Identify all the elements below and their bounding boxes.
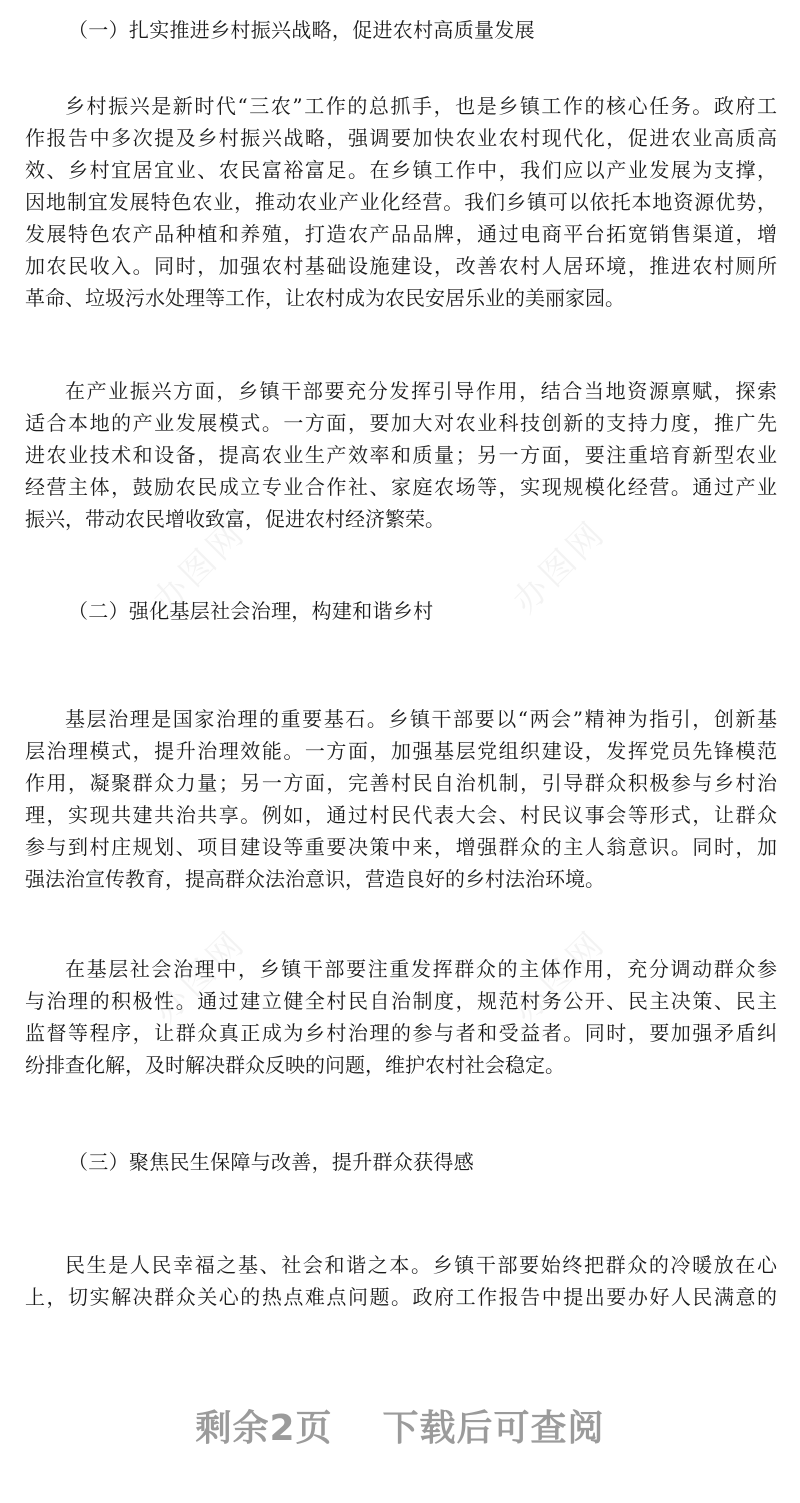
paragraph-line: 适合本地的产业发展模式。一方面，要加大对农业科技创新的支持力度，推广先 (25, 411, 777, 435)
paragraph-line: 因地制宜发展特色农业，推动农业产业化经营。我们乡镇可以依托本地资源优势， (25, 190, 777, 214)
download-prompt[interactable] (0, 1400, 800, 1451)
watermark: 办图网 (145, 922, 254, 1032)
paragraph-line: 基层治理是国家治理的重要基石。乡镇干部要以“两会”精神为指引，创新基 (65, 707, 777, 731)
paragraph-line: 效、乡村宜居宜业、农民富裕富足。在乡镇工作中，我们应以产业发展为支撑， (25, 158, 777, 182)
paragraph-line: 参与到村庄规划、项目建设等重要决策中来，增强群众的主人翁意识。同时，加 (25, 835, 777, 859)
remaining-pages-text: 剩余2页 (195, 1408, 333, 1449)
paragraph-line: 层治理模式，提升治理效能。一方面，加强基层党组织建设，发挥党员先锋模范 (25, 739, 777, 763)
paragraph-line: 经营主体，鼓励农民成立专业合作社、家庭农场等，实现规模化经营。通过产业 (25, 475, 777, 499)
watermark: 办图网 (505, 512, 614, 622)
paragraph-line: 加农民收入。同时，加强农村基础设施建设，改善农村人居环境，推进农村厕所 (25, 254, 777, 278)
paragraph-line: 监督等程序，让群众真正成为乡村治理的参与者和受益者。同时，要加强矛盾纠 (25, 1021, 777, 1045)
paragraph-line: 理，实现共建共治共享。例如，通过村民代表大会、村民议事会等形式，让群众 (25, 803, 777, 827)
paragraph-2 (25, 375, 777, 535)
download-to-view-text: 下载后可查阅 (382, 1408, 605, 1449)
paragraph-line: 振兴，带动农民增收致富，促进农村经济繁荣。 (25, 507, 445, 531)
paragraph-1 (25, 90, 777, 314)
paragraph-line: 乡村振兴是新时代“三农”工作的总抓手，也是乡镇工作的核心任务。政府工 (65, 94, 777, 118)
section-heading-2: （二）强化基层社会治理，构建和谐乡村 (68, 599, 434, 623)
paragraph-line: 作报告中多次提及乡村振兴战略，强调要加快农业农村现代化，促进农业高质高 (25, 126, 777, 150)
watermark: 办图网 (145, 512, 254, 622)
paragraph-line: 发展特色农产品种植和养殖，打造农产品品牌，通过电商平台拓宽销售渠道，增 (25, 222, 777, 246)
paragraph-line: 进农业技术和设备，提高农业生产效率和质量；另一方面，要注重培育新型农业 (25, 443, 777, 467)
paragraph-line: 民生是人民幸福之基、社会和谐之本。乡镇干部要始终把群众的冷暖放在心 (65, 1253, 777, 1277)
paragraph-line: 在产业振兴方面，乡镇干部要充分发挥引导作用，结合当地资源禀赋，探索 (65, 379, 777, 403)
paragraph-line: 在基层社会治理中，乡镇干部要注重发挥群众的主体作用，充分调动群众参 (65, 957, 777, 981)
section-heading-1: （一）扎实推进乡村振兴战略，促进农村高质量发展 (68, 18, 535, 42)
paragraph-line: 革命、垃圾污水处理等工作，让农村成为农民安居乐业的美丽家园。 (25, 286, 625, 310)
paragraph-line: 与治理的积极性。通过建立健全村民自治制度，规范村务公开、民主决策、民主 (25, 989, 777, 1013)
watermark: 办图网 (505, 922, 614, 1032)
paragraph-line: 强法治宣传教育，提高群众法治意识，营造良好的乡村法治环境。 (25, 867, 605, 891)
paragraph-5 (25, 1249, 777, 1313)
paragraph-4 (25, 953, 777, 1081)
paragraph-line: 作用，凝聚群众力量；另一方面，完善村民自治机制，引导群众积极参与乡村治 (25, 771, 777, 795)
paragraph-line: 上，切实解决群众关心的热点难点问题。政府工作报告中提出要办好人民满意的 (25, 1285, 777, 1309)
paragraph-line: 纷排查化解，及时解决群众反映的问题，维护农村社会稳定。 (25, 1053, 565, 1077)
paragraph-3 (25, 703, 777, 895)
section-heading-3: （三）聚焦民生保障与改善，提升群众获得感 (68, 1150, 474, 1174)
